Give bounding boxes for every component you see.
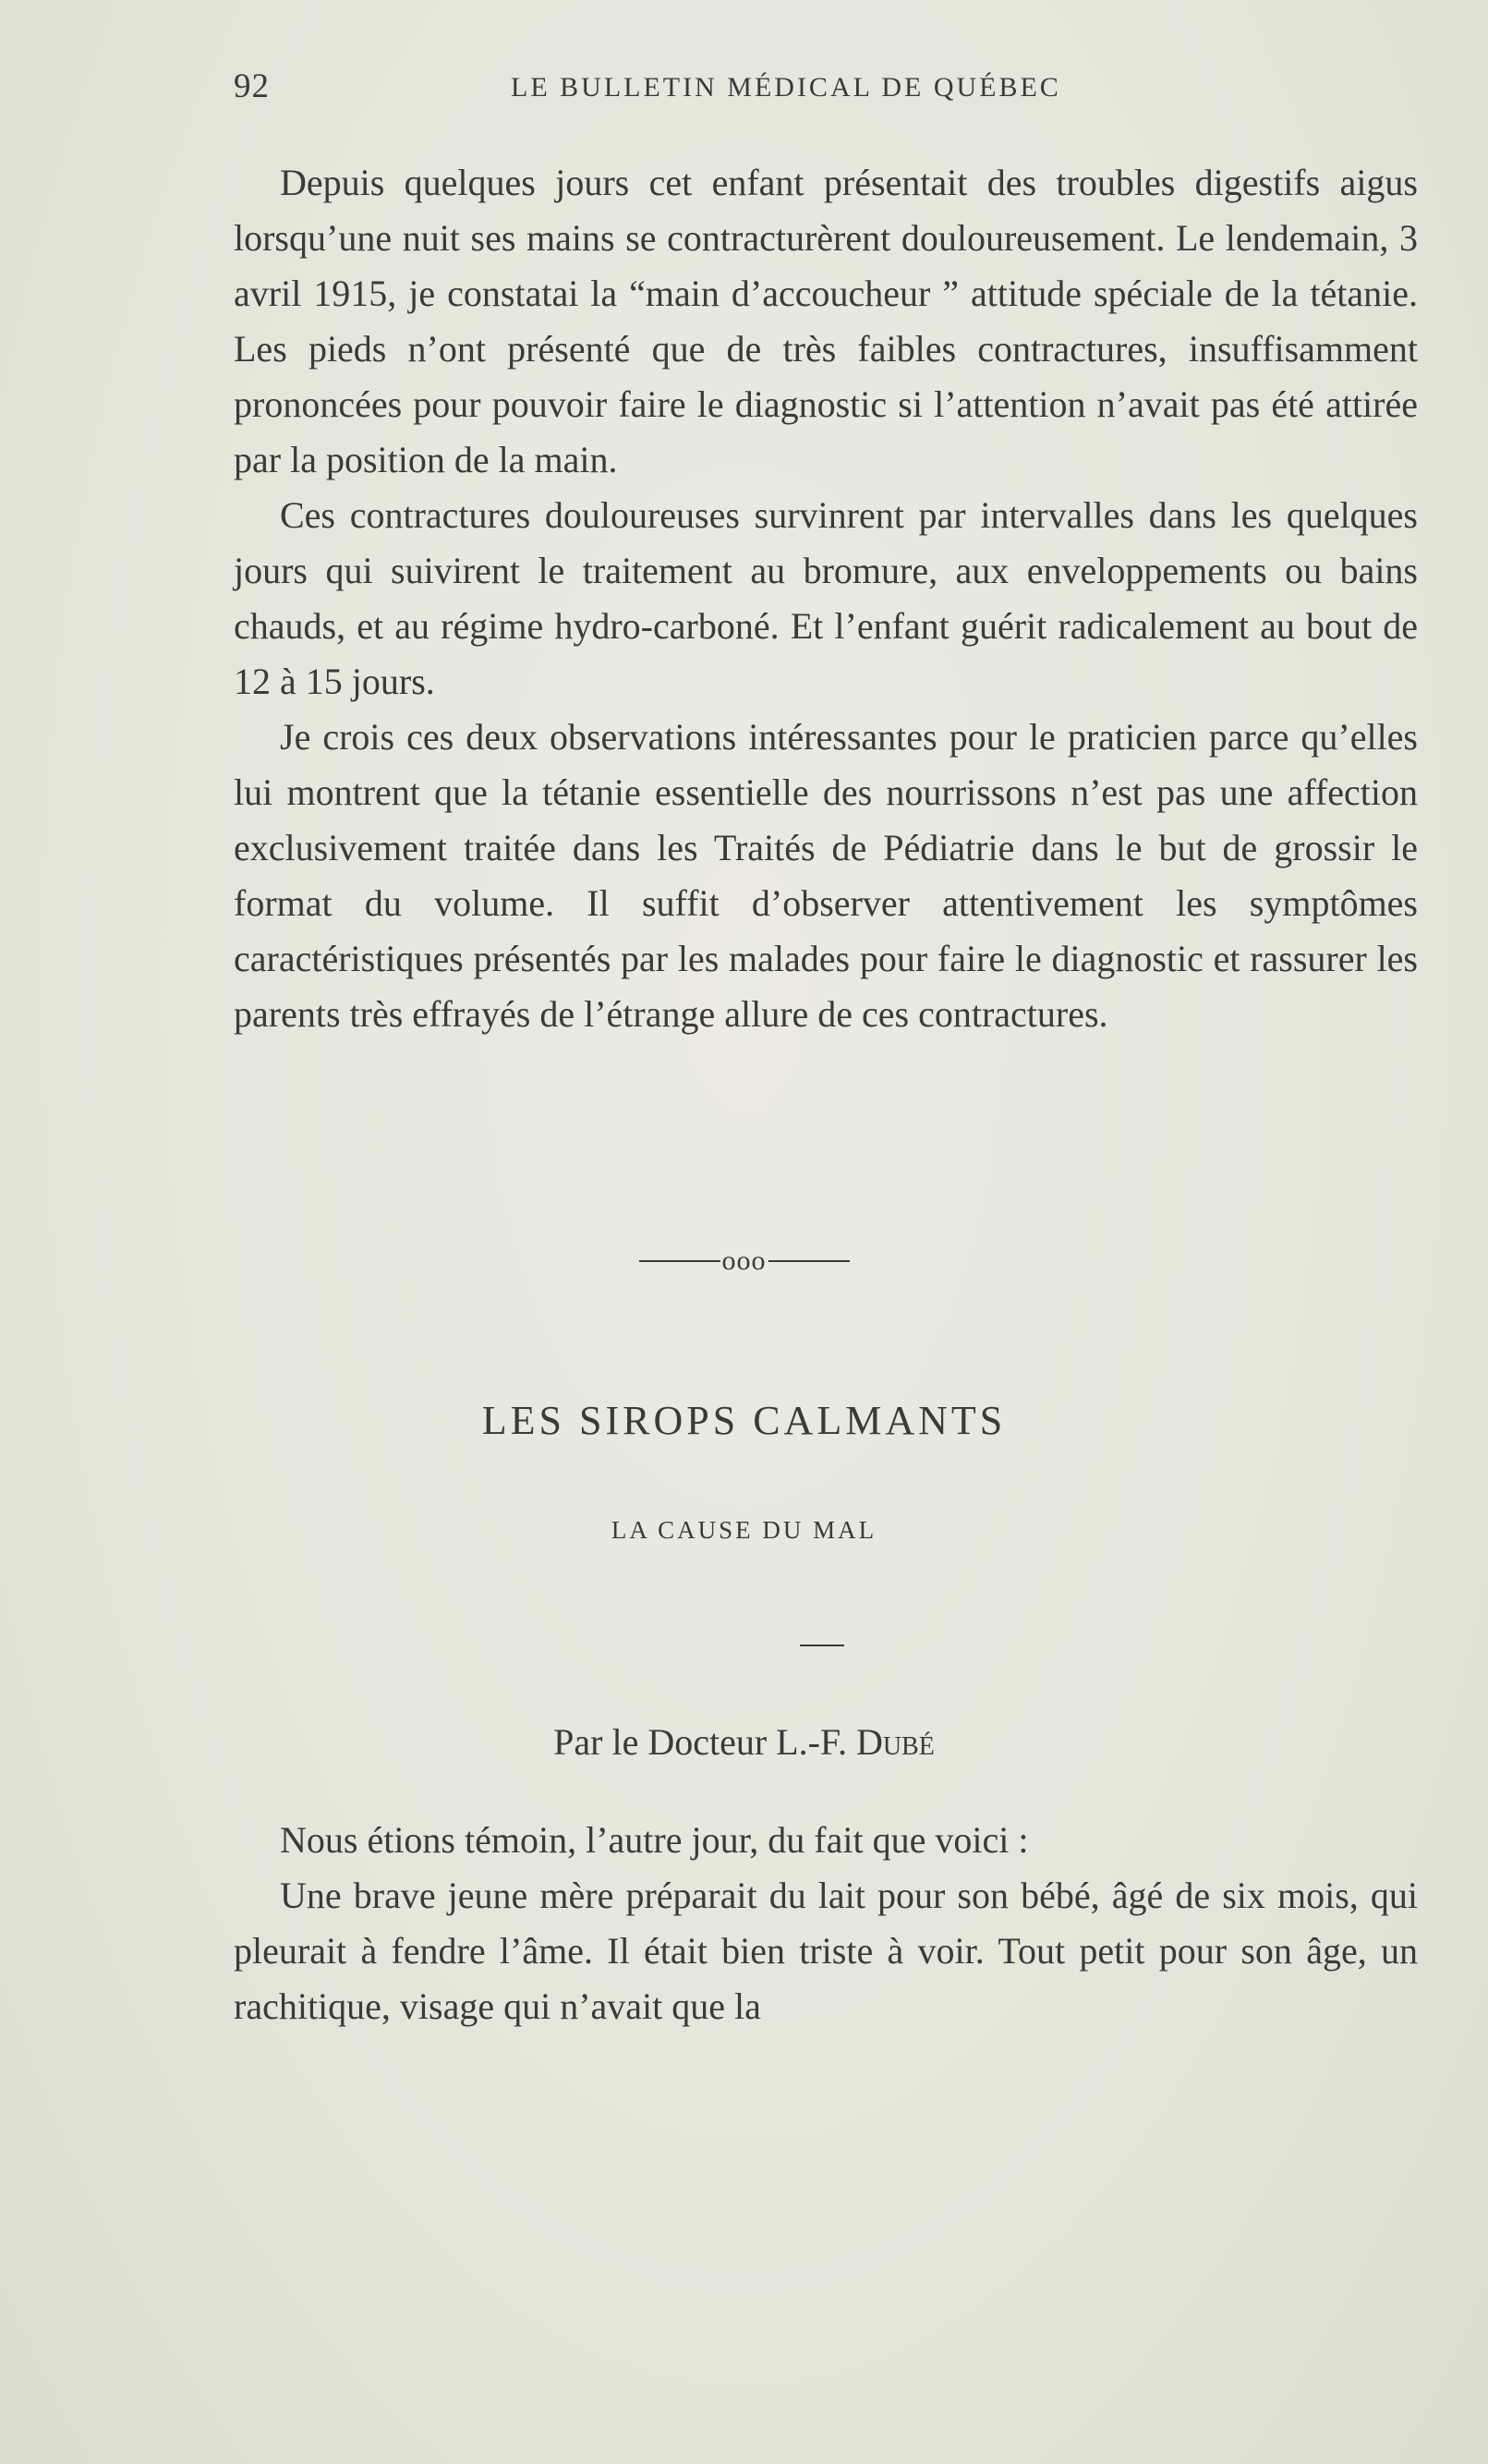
article-title: LES SIROPS CALMANTS bbox=[481, 1398, 1007, 1443]
separator-ornament: ooo bbox=[721, 1245, 767, 1277]
title-rule bbox=[800, 1645, 844, 1646]
article-subtitle: LA CAUSE DU MAL bbox=[611, 1516, 877, 1544]
separator-line-left bbox=[639, 1260, 720, 1262]
byline-prefix: Par le Docteur bbox=[553, 1721, 777, 1763]
section-separator bbox=[0, 1244, 1488, 1277]
continued-article-text bbox=[234, 155, 1418, 1042]
running-head bbox=[234, 67, 1157, 113]
paragraph: Je crois ces deux observations intéressantes pour le praticien parce qu’elles lui montrent que la tétanie essentielle des nourrissons n’est pas une affection exclusivement traitée dans les Traités de Pédiatrie dans le but de grossir le format du volume. Il suffit d’observer attentivement les symptômes caractéristiques présentés par les malades pour faire le diagnostic et rassurer les parents très effrayés de l’étrange allure de ces contractures. bbox=[234, 716, 1418, 1035]
new-article-text bbox=[234, 1813, 1418, 2034]
paragraph: Une brave jeune mère préparait du lait pour son bébé, âgé de six mois, qui pleurait à fendre l’âme. Il était bien triste à voir. Tout petit pour son âge, un rachitique, visage qui n’avait que la bbox=[234, 1875, 1418, 2027]
paragraph: Depuis quelques jours cet enfant présentait des troubles digestifs aigus lorsqu’une nuit ses mains se contracturèrent douloureusement. Le lendemain, 3 avril 1915, je constatai la “main d’accoucheur ” attitude spéciale de la tétanie. Les pieds n’ont présenté que de très faibles contractures, insuffisamment prononcées pour pouvoir faire le diagnostic si l’attention n’avait pas été attirée par la position de la main. bbox=[234, 162, 1418, 480]
author-name: L.-F. Dubé bbox=[776, 1721, 935, 1763]
journal-title: LE BULLETIN MÉDICAL DE QUÉBEC bbox=[511, 72, 1061, 103]
separator-line-right bbox=[768, 1260, 850, 1262]
byline bbox=[0, 1720, 1488, 1764]
page-number: 92 bbox=[234, 67, 270, 105]
paragraph: Ces contractures douloureuses survinrent par intervalles dans les quelques jours qui suivirent le traitement au bromure, aux enveloppements ou bains chauds, et au régime hydro-carboné. Et l’enfant guérit radicalement au bout de 12 à 15 jours. bbox=[234, 494, 1418, 702]
paragraph: Nous étions témoin, l’autre jour, du fait que voici : bbox=[280, 1819, 1029, 1861]
